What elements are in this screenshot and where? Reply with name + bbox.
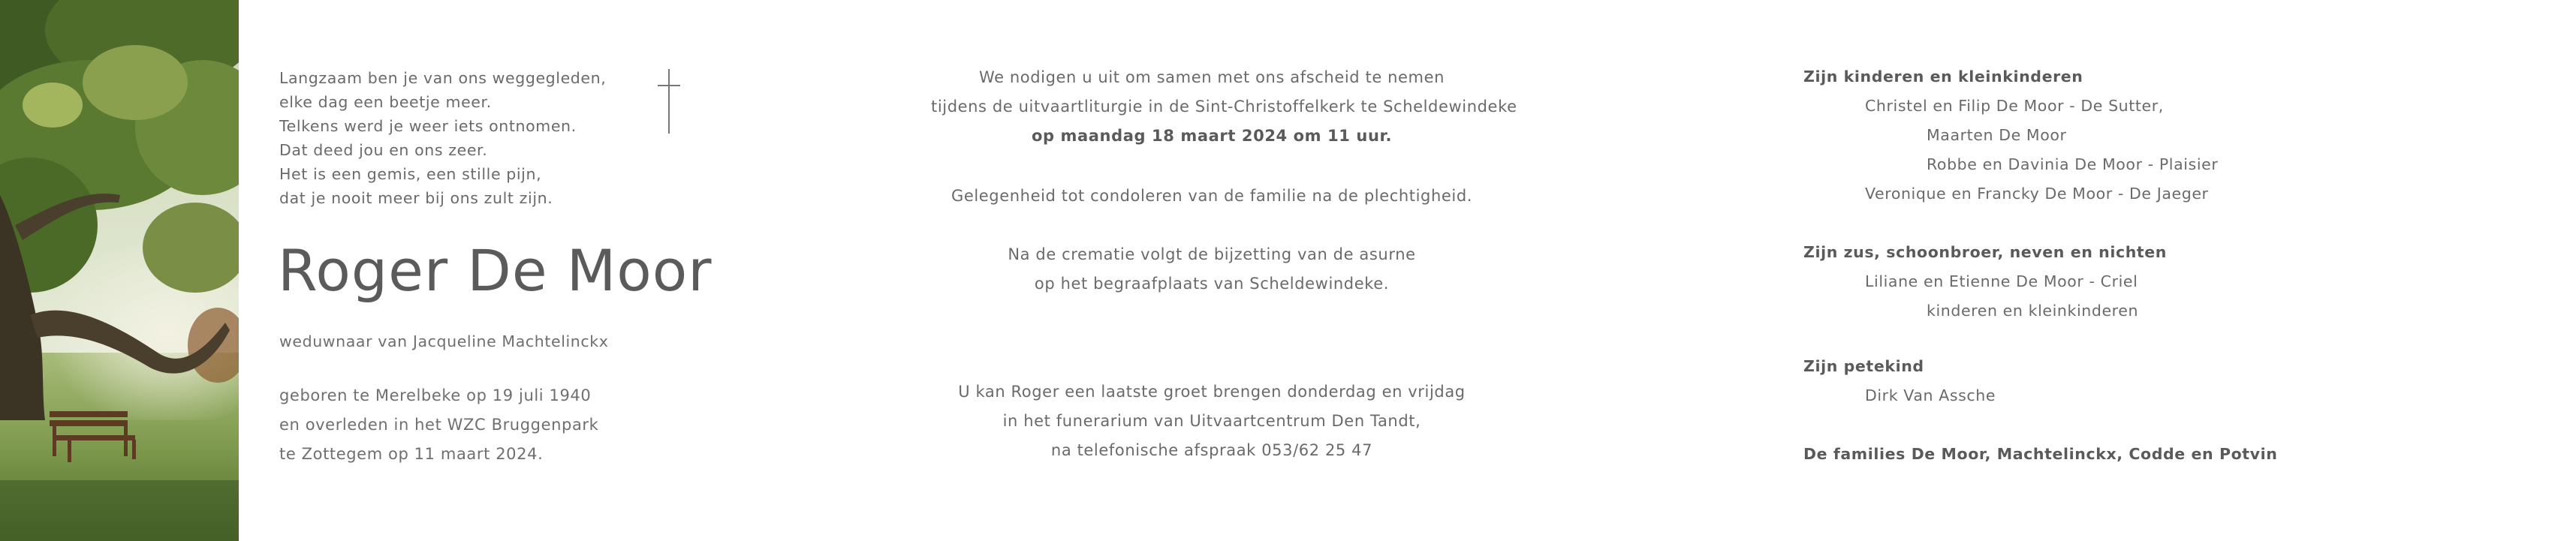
godchild-heading: Zijn petekind [1803, 357, 1924, 375]
child-entry: Maarten De Moor [1927, 126, 2067, 144]
cremation-line: op het begraafplaats van Scheldewindeke. [1034, 275, 1390, 293]
poem [279, 66, 606, 210]
poem-line: Het is een gemis, een stille pijn, [279, 165, 542, 183]
siblings-section [1803, 238, 2167, 326]
poem-line: elke dag een beetje meer. [279, 93, 492, 111]
families-section [1803, 440, 2277, 469]
godchild-section [1803, 352, 1996, 410]
godchild-entry: Dirk Van Assche [1865, 386, 1996, 404]
siblings-heading: Zijn zus, schoonbroer, neven en nichten [1803, 243, 2167, 261]
condolence-note [931, 182, 1493, 211]
poem-line: Dat deed jou en ons zeer. [279, 141, 488, 159]
ceremony-line: We nodigen u uit om samen met ons afscheid te nemen [978, 68, 1445, 86]
child-entry: Christel en Filip De Moor - De Sutter, [1865, 97, 2164, 115]
children-section [1803, 62, 2218, 209]
life-line: te Zottegem op 11 maart 2024. [279, 445, 544, 463]
children-heading: Zijn kinderen en kleinkinderen [1803, 68, 2083, 86]
ceremony-invitation [931, 63, 1517, 151]
families-line: De families De Moor, Machtelinckx, Codde en Potvin [1803, 445, 2278, 463]
visit-line: na telefonische afspraak 053/62 25 47 [1050, 441, 1373, 459]
life-details [279, 381, 598, 469]
poem-line: dat je nooit meer bij ons zult zijn. [279, 189, 553, 207]
poem-line: Langzaam ben je van ons weggegleden, [279, 69, 607, 87]
child-entry: Robbe en Davinia De Moor - Plaisier [1927, 155, 2219, 173]
park-bench-photo [0, 0, 239, 541]
child-entry: Veronique en Francky De Moor - De Jaeger [1865, 185, 2209, 203]
spouse-line: weduwnaar van Jacqueline Machtelinckx [279, 332, 609, 350]
deceased-name: Roger De Moor [278, 237, 713, 304]
ceremony-line: tijdens de uitvaartliturgie in de Sint-Christoffelkerk te Scheldewindeke [931, 98, 1517, 116]
condolence-line: Gelegenheid tot condoleren van de familie na de plechtigheid. [951, 187, 1473, 205]
life-line: geboren te Merelbeke op 19 juli 1940 [279, 386, 592, 404]
visit-line: U kan Roger een laatste groet brengen donderdag en vrijdag [958, 383, 1466, 401]
sibling-entry: Liliane en Etienne De Moor - Criel [1865, 272, 2138, 290]
visitation-note [931, 377, 1493, 465]
poem-line: Telkens werd je weer iets ontnomen. [279, 117, 577, 135]
visit-line: in het funerarium van Uitvaartcentrum Den Tandt, [1002, 412, 1421, 430]
cross-icon [658, 69, 680, 134]
ceremony-date: op maandag 18 maart 2024 om 11 uur. [1031, 127, 1393, 145]
cremation-line: Na de crematie volgt de bijzetting van de asurne [1008, 245, 1416, 263]
cremation-note [931, 240, 1493, 299]
sibling-entry: kinderen en kleinkinderen [1927, 302, 2139, 320]
life-line: en overleden in het WZC Bruggenpark [279, 416, 599, 434]
